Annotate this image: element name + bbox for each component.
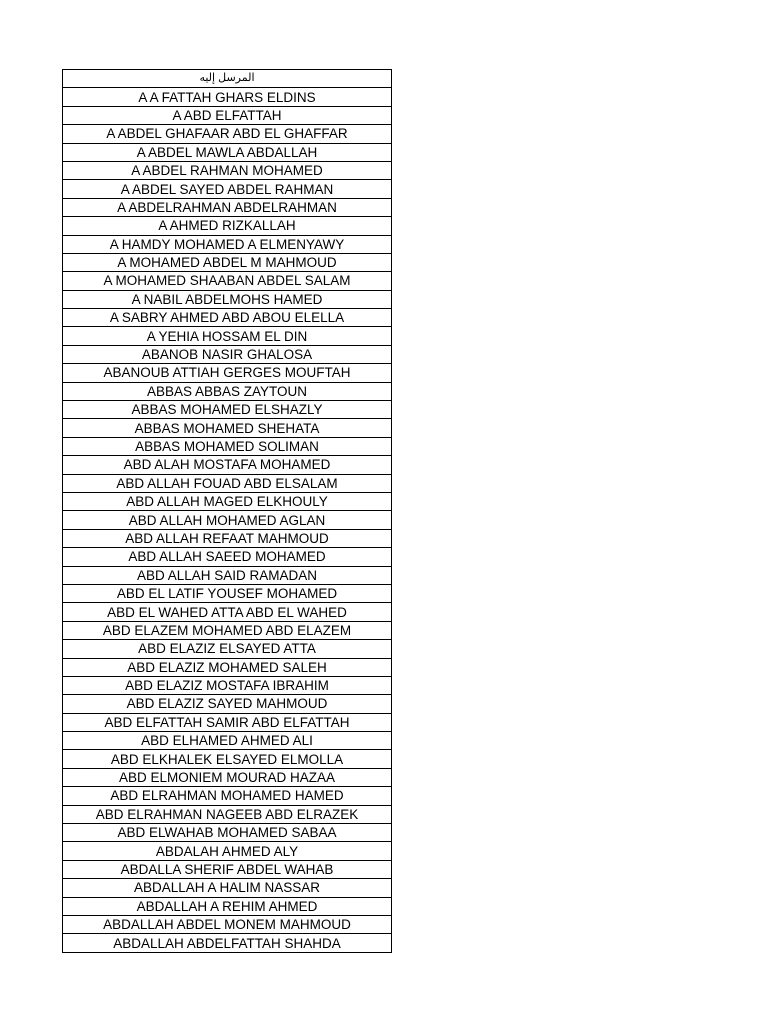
recipient-name-cell: ABBAS ABBAS ZAYTOUN xyxy=(63,382,392,400)
table-row xyxy=(63,842,392,860)
table-row xyxy=(63,732,392,750)
table-row xyxy=(63,345,392,363)
table-row xyxy=(63,419,392,437)
recipient-name-cell: A A FATTAH GHARS ELDINS xyxy=(63,88,392,106)
recipient-name-cell: ABD ALLAH FOUAD ABD ELSALAM xyxy=(63,474,392,492)
table-row xyxy=(63,603,392,621)
table-row xyxy=(63,143,392,161)
recipient-name-cell: ABD ELWAHAB MOHAMED SABAA xyxy=(63,824,392,842)
table-row xyxy=(63,805,392,823)
table-row xyxy=(63,88,392,106)
recipient-name-cell: A ABDELRAHMAN ABDELRAHMAN xyxy=(63,198,392,216)
table-row xyxy=(63,309,392,327)
recipient-name-cell: ABD ELRAHMAN NAGEEB ABD ELRAZEK xyxy=(63,805,392,823)
recipient-name-cell: ABDALAH AHMED ALY xyxy=(63,842,392,860)
recipient-name-cell: ABANOUB ATTIAH GERGES MOUFTAH xyxy=(63,364,392,382)
recipient-name-cell: ABDALLAH A HALIM NASSAR xyxy=(63,879,392,897)
recipient-name-cell: A ABDEL RAHMAN MOHAMED xyxy=(63,161,392,179)
table-row xyxy=(63,272,392,290)
table-row xyxy=(63,492,392,510)
recipient-name-cell: ABDALLA SHERIF ABDEL WAHAB xyxy=(63,860,392,878)
recipient-name-cell: ABD ELAZEM MOHAMED ABD ELAZEM xyxy=(63,621,392,639)
table-row xyxy=(63,566,392,584)
recipient-name-cell: A MOHAMED ABDEL M MAHMOUD xyxy=(63,253,392,271)
recipient-name-cell: ABD ALLAH REFAAT MAHMOUD xyxy=(63,529,392,547)
recipient-name-cell: ABD ALLAH SAID RAMADAN xyxy=(63,566,392,584)
table-row xyxy=(63,787,392,805)
recipient-name-cell: A HAMDY MOHAMED A ELMENYAWY xyxy=(63,235,392,253)
recipient-name-cell: A NABIL ABDELMOHS HAMED xyxy=(63,290,392,308)
table-row xyxy=(63,253,392,271)
table-row xyxy=(63,106,392,124)
table-row xyxy=(63,290,392,308)
table-row xyxy=(63,456,392,474)
recipient-name-cell: ABD ELRAHMAN MOHAMED HAMED xyxy=(63,787,392,805)
recipient-name-cell: ABBAS MOHAMED ELSHAZLY xyxy=(63,401,392,419)
recipient-name-cell: ABD ELAZIZ MOSTAFA IBRAHIM xyxy=(63,676,392,694)
recipient-name-cell: ABD ELKHALEK ELSAYED ELMOLLA xyxy=(63,750,392,768)
recipient-name-cell: A MOHAMED SHAABAN ABDEL SALAM xyxy=(63,272,392,290)
table-row xyxy=(63,217,392,235)
recipient-name-cell: A ABD ELFATTAH xyxy=(63,106,392,124)
column-header-recipient: المرسل إليه xyxy=(63,70,392,88)
table-row xyxy=(63,695,392,713)
recipient-name-cell: A AHMED RIZKALLAH xyxy=(63,217,392,235)
recipient-name-cell: ABD ALAH MOSTAFA MOHAMED xyxy=(63,456,392,474)
recipient-name-cell: A SABRY AHMED ABD ABOU ELELLA xyxy=(63,309,392,327)
table-row xyxy=(63,125,392,143)
recipient-name-cell: A ABDEL GHAFAAR ABD EL GHAFFAR xyxy=(63,125,392,143)
recipient-name-cell: ABD EL WAHED ATTA ABD EL WAHED xyxy=(63,603,392,621)
table-row xyxy=(63,511,392,529)
recipient-name-cell: ABD ELAZIZ MOHAMED SALEH xyxy=(63,658,392,676)
recipient-name-cell: ABD ELFATTAH SAMIR ABD ELFATTAH xyxy=(63,713,392,731)
table-row xyxy=(63,584,392,602)
recipient-name-cell: ABBAS MOHAMED SHEHATA xyxy=(63,419,392,437)
recipient-name-cell: ABBAS MOHAMED SOLIMAN xyxy=(63,437,392,455)
recipient-name-cell: ABD ELHAMED AHMED ALI xyxy=(63,732,392,750)
table-row xyxy=(63,621,392,639)
table-row xyxy=(63,327,392,345)
table-row xyxy=(63,897,392,915)
table-row xyxy=(63,401,392,419)
recipient-name-cell: ABD ALLAH SAEED MOHAMED xyxy=(63,548,392,566)
table-row xyxy=(63,529,392,547)
recipient-name-cell: ABDALLAH ABDELFATTAH SHAHDA xyxy=(63,934,392,952)
table-row xyxy=(63,768,392,786)
table-row xyxy=(63,860,392,878)
recipient-name-cell: ABD ALLAH MAGED ELKHOULY xyxy=(63,492,392,510)
recipient-name-cell: A ABDEL SAYED ABDEL RAHMAN xyxy=(63,180,392,198)
table-row xyxy=(63,437,392,455)
recipient-name-cell: ABDALLAH A REHIM AHMED xyxy=(63,897,392,915)
recipient-name-cell: ABDALLAH ABDEL MONEM MAHMOUD xyxy=(63,915,392,933)
table-row xyxy=(63,364,392,382)
table-row xyxy=(63,382,392,400)
recipient-name-cell: ABD ELAZIZ SAYED MAHMOUD xyxy=(63,695,392,713)
table-row xyxy=(63,824,392,842)
table-row xyxy=(63,235,392,253)
recipient-name-cell: ABD ELMONIEM MOURAD HAZAA xyxy=(63,768,392,786)
table-row xyxy=(63,658,392,676)
recipient-name-cell: ABD ALLAH MOHAMED AGLAN xyxy=(63,511,392,529)
recipient-name-cell: ABD EL LATIF YOUSEF MOHAMED xyxy=(63,584,392,602)
table-row xyxy=(63,474,392,492)
table-row xyxy=(63,198,392,216)
recipient-name-cell: ABD ELAZIZ ELSAYED ATTA xyxy=(63,640,392,658)
table-row xyxy=(63,879,392,897)
table-row xyxy=(63,915,392,933)
recipients-table xyxy=(62,69,392,953)
recipients-table-body xyxy=(63,70,392,953)
table-row xyxy=(63,640,392,658)
table-row xyxy=(63,676,392,694)
recipient-name-cell: A YEHIA HOSSAM EL DIN xyxy=(63,327,392,345)
recipient-name-cell: A ABDEL MAWLA ABDALLAH xyxy=(63,143,392,161)
table-row xyxy=(63,161,392,179)
table-header-row xyxy=(63,70,392,88)
table-row xyxy=(63,934,392,952)
table-row xyxy=(63,750,392,768)
recipient-name-cell: ABANOB NASIR GHALOSA xyxy=(63,345,392,363)
table-row xyxy=(63,180,392,198)
table-row xyxy=(63,713,392,731)
table-row xyxy=(63,548,392,566)
